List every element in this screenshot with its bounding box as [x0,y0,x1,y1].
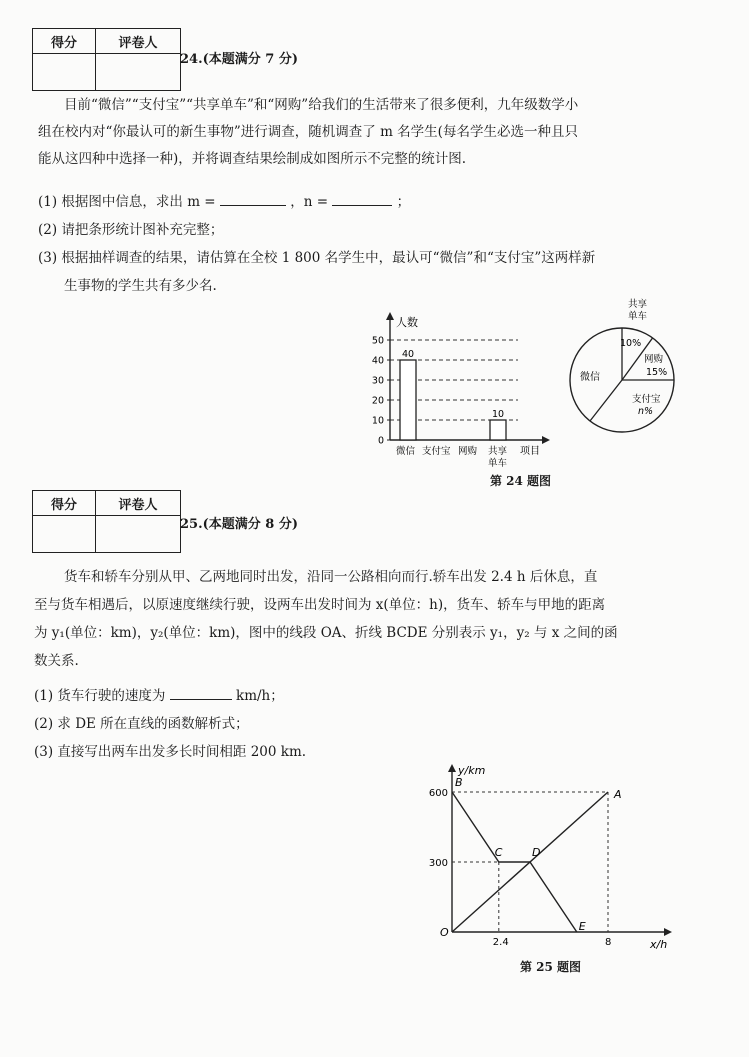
bar [400,360,416,440]
line-y-label: y/km [458,764,486,777]
q24-part-1-text-c: ； [396,194,411,210]
q25-part-1-text-a: (1) 货车行驶的速度为 [34,688,166,704]
q25-title: 25.(本题满分 8 分) [180,517,299,532]
bar-y-tick-label: 10 [371,415,384,427]
point-label-c: C [494,846,503,860]
score-label: 得分 [33,491,96,516]
line-y-arrow [448,764,456,772]
bar-data-label: 40 [401,349,415,360]
bar-category-label: 支付宝 [422,446,451,457]
point-label-d: D [532,846,541,860]
point-label-a: A [614,788,622,802]
score-box-24 [32,28,181,91]
q24-bar-chart [360,308,560,470]
q25-part-2: (2) 求 DE 所在直线的函数解析式； [34,716,249,732]
q25-intro-2: 至与货车相遇后，以原速度继续行驶，设两车出发时间为 x(单位：h)，货车、轿车与甲地的距离 [34,597,606,613]
answer-blank-speed[interactable] [170,687,232,700]
pie-slice-edge [590,380,622,421]
pie-label-shopping: 网购 [644,354,664,365]
bar-y-tick-label: 30 [371,375,384,387]
q25-caption: 第 25 题图 [520,960,582,974]
pie-label-shopping-percent: 15% [646,367,668,378]
grader-label: 评卷人 [96,29,181,54]
line-x-arrow [664,928,672,936]
score-cell[interactable] [33,54,96,91]
answer-blank-n[interactable] [332,193,392,206]
line-y-tick: 600 [428,788,448,800]
pie-label-share-percent: 10% [620,338,642,349]
bar-y-label: 人数 [396,316,418,329]
bar-y-arrow [386,312,394,320]
q25-line-chart [418,760,678,950]
bar-category-label: 网购 [458,446,478,457]
score-label: 得分 [33,29,96,54]
pie-label-wechat: 微信 [580,372,600,383]
point-label-b: B [455,776,463,790]
q24-intro-1: 目前“微信”“支付宝”“共享单车”和“网购”给我们的生活带来了很多便利，九年级数学小 [64,97,579,113]
q24-part-1-text-a: (1) 根据图中信息，求出 m = [38,194,216,210]
q24-title: 24.(本题满分 7 分) [180,52,299,67]
bar-y-tick-label: 0 [377,435,384,447]
q24-caption: 第 24 题图 [490,474,552,488]
q25-intro-1: 货车和轿车分别从甲、乙两地同时出发，沿同一公路相向而行.轿车出发 2.4 h 后休息，直 [64,569,598,585]
q24-part-3-b: 生事物的学生共有多少名. [64,278,217,294]
bar-category-label: 共享 [488,446,508,457]
bar-x-label: 项目 [520,446,540,457]
bar [490,420,506,440]
q25-part-1 [34,684,284,704]
bar-category-label: 单车 [488,458,508,469]
pie-label-alipay: 支付宝 [632,394,661,405]
line-y-tick: 300 [428,858,448,870]
q24-intro-3: 能从这四种中选择一种)，并将调查结果绘制成如图所示不完整的统计图. [38,151,467,167]
q24-intro-2: 组在校内对“你最认可的新生事物”进行调查，随机调查了 m 名学生(每名学生必选一种且只 [38,124,578,140]
point-label-e: E [578,920,586,933]
pie-label-share-1: 共享 [628,299,648,310]
q24-part-2: (2) 请把条形统计图补充完整； [38,222,224,238]
bar-y-tick-label: 50 [371,335,384,347]
line-x-tick: 8 [605,937,612,948]
bar-x-arrow [542,436,550,444]
score-box-25 [32,490,181,553]
pie-label-alipay-percent: n% [638,406,654,417]
line-x-label: x/h [650,938,668,950]
q25-intro-4: 数关系. [34,653,79,669]
line-x-tick: 2.4 [492,937,509,948]
q25-intro-3: 为 y₁(单位：km)，y₂(单位：km)，图中的线段 OA、折线 BCDE 分别表示 y₁，y₂ 与 x 之间的函 [34,625,618,641]
pie-label-share-2: 单车 [628,311,648,322]
bar-data-label: 10 [491,409,505,420]
q24-part-3-a: (3) 根据抽样调查的结果，请估算在全校 1 800 名学生中，最认可“微信”和“支付宝”这两样新 [38,250,596,266]
bar-category-label: 微信 [396,446,416,457]
q24-part-1 [38,190,410,210]
q25-part-3: (3) 直接写出两车出发多长时间相距 200 km. [34,744,307,760]
grader-cell[interactable] [96,54,181,91]
score-cell[interactable] [33,516,96,553]
answer-blank-m[interactable] [220,193,286,206]
q24-part-1-text-b: ，n = [290,194,329,210]
bar-y-tick-label: 20 [371,395,384,407]
bar-y-tick-label: 40 [371,355,384,367]
grader-label: 评卷人 [96,491,181,516]
q24-pie-chart [562,296,702,446]
q25-part-1-text-b: km/h； [236,688,284,704]
grader-cell[interactable] [96,516,181,553]
point-label-o: O [440,926,449,939]
